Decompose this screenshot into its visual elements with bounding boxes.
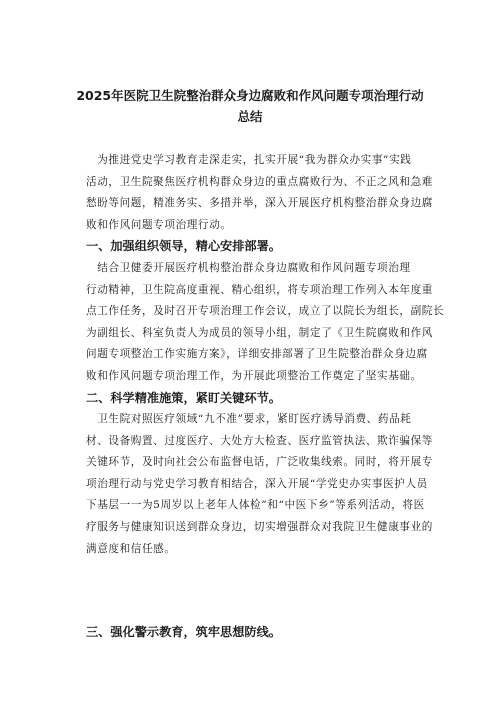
section-paragraph-1 <box>86 258 445 388</box>
paragraph-line: 卫生院对照医疗领域“九不准”要求，紧盯医疗诱导消费、药品耗 <box>86 413 412 425</box>
intro-paragraph <box>86 150 434 236</box>
section-paragraph-2 <box>86 409 434 560</box>
paragraph-line: 点工作任务，及时召开专项治理工作会议，成立了以院长为组长，副院长 <box>86 305 445 318</box>
document-title-continued: 总结 <box>237 109 263 124</box>
paragraph-line: 活动，卫生院聚焦医疗机构群众身边的重点腐败行为、不正之风和急难 <box>86 175 434 188</box>
paragraph-line: 结合卫健委开展医疗机构整治群众身边腐败和作风问题专项治理 <box>86 262 411 274</box>
paragraph-line: 材、设备购置、过度医疗、大处方大检查、医疗监管执法、欺诈骗保等 <box>86 434 434 447</box>
paragraph-line: 关键环节，及时向社会公布监督电话，广泛收集线索。同时，将开展专 <box>86 456 434 469</box>
paragraph-line: 为副组长、科室负责人为成员的领导小组，制定了《卫生院腐败和作风 <box>86 326 434 339</box>
section-heading-2: 二、科学精准施策，紧盯关键环节。 <box>86 391 281 405</box>
paragraph-line: 问题专项整治工作实施方案》，详细安排部署了卫生院整治群众身边腐 <box>86 348 428 361</box>
paragraph-line: 败和作风问题专项治理工作，为开展此项整治工作奠定了坚实基础。 <box>86 369 422 382</box>
paragraph-line: 疗服务与健康知识送到群众身边，切实增强群众对我院卫生健康事业的 <box>86 520 434 533</box>
section-heading-3: 三、强化警示教育，筑牢思想防线。 <box>86 625 281 639</box>
paragraph-line: 为推进党史学习教育走深走实，扎实开展“我为群众办实事”实践 <box>86 154 412 166</box>
document-title: 2025年医院卫生院整治群众身边腐败和作风问题专项治理行动 <box>76 88 424 103</box>
paragraph-line: 满意度和信任感。 <box>86 542 176 555</box>
paragraph-line: 行动精神，卫生院高度重视、精心组织，将专项治理工作列入本年度重 <box>86 283 434 296</box>
paragraph-line: 项治理行动与党史学习教育相结合，深入开展“学党史办实事医护人员 <box>86 477 428 490</box>
paragraph-line: 下基层一一为5周岁以上老年人体检”和“中医下乡”等系列活动，将医 <box>86 499 425 512</box>
paragraph-line: 败和作风问题专项治理行动。 <box>86 218 232 231</box>
paragraph-line: 愁盼等问题，精准务实、多措并举，深入开展医疗机构整治群众身边腐 <box>86 197 434 210</box>
section-heading-1: 一、加强组织领导，精心安排部署。 <box>86 239 281 253</box>
